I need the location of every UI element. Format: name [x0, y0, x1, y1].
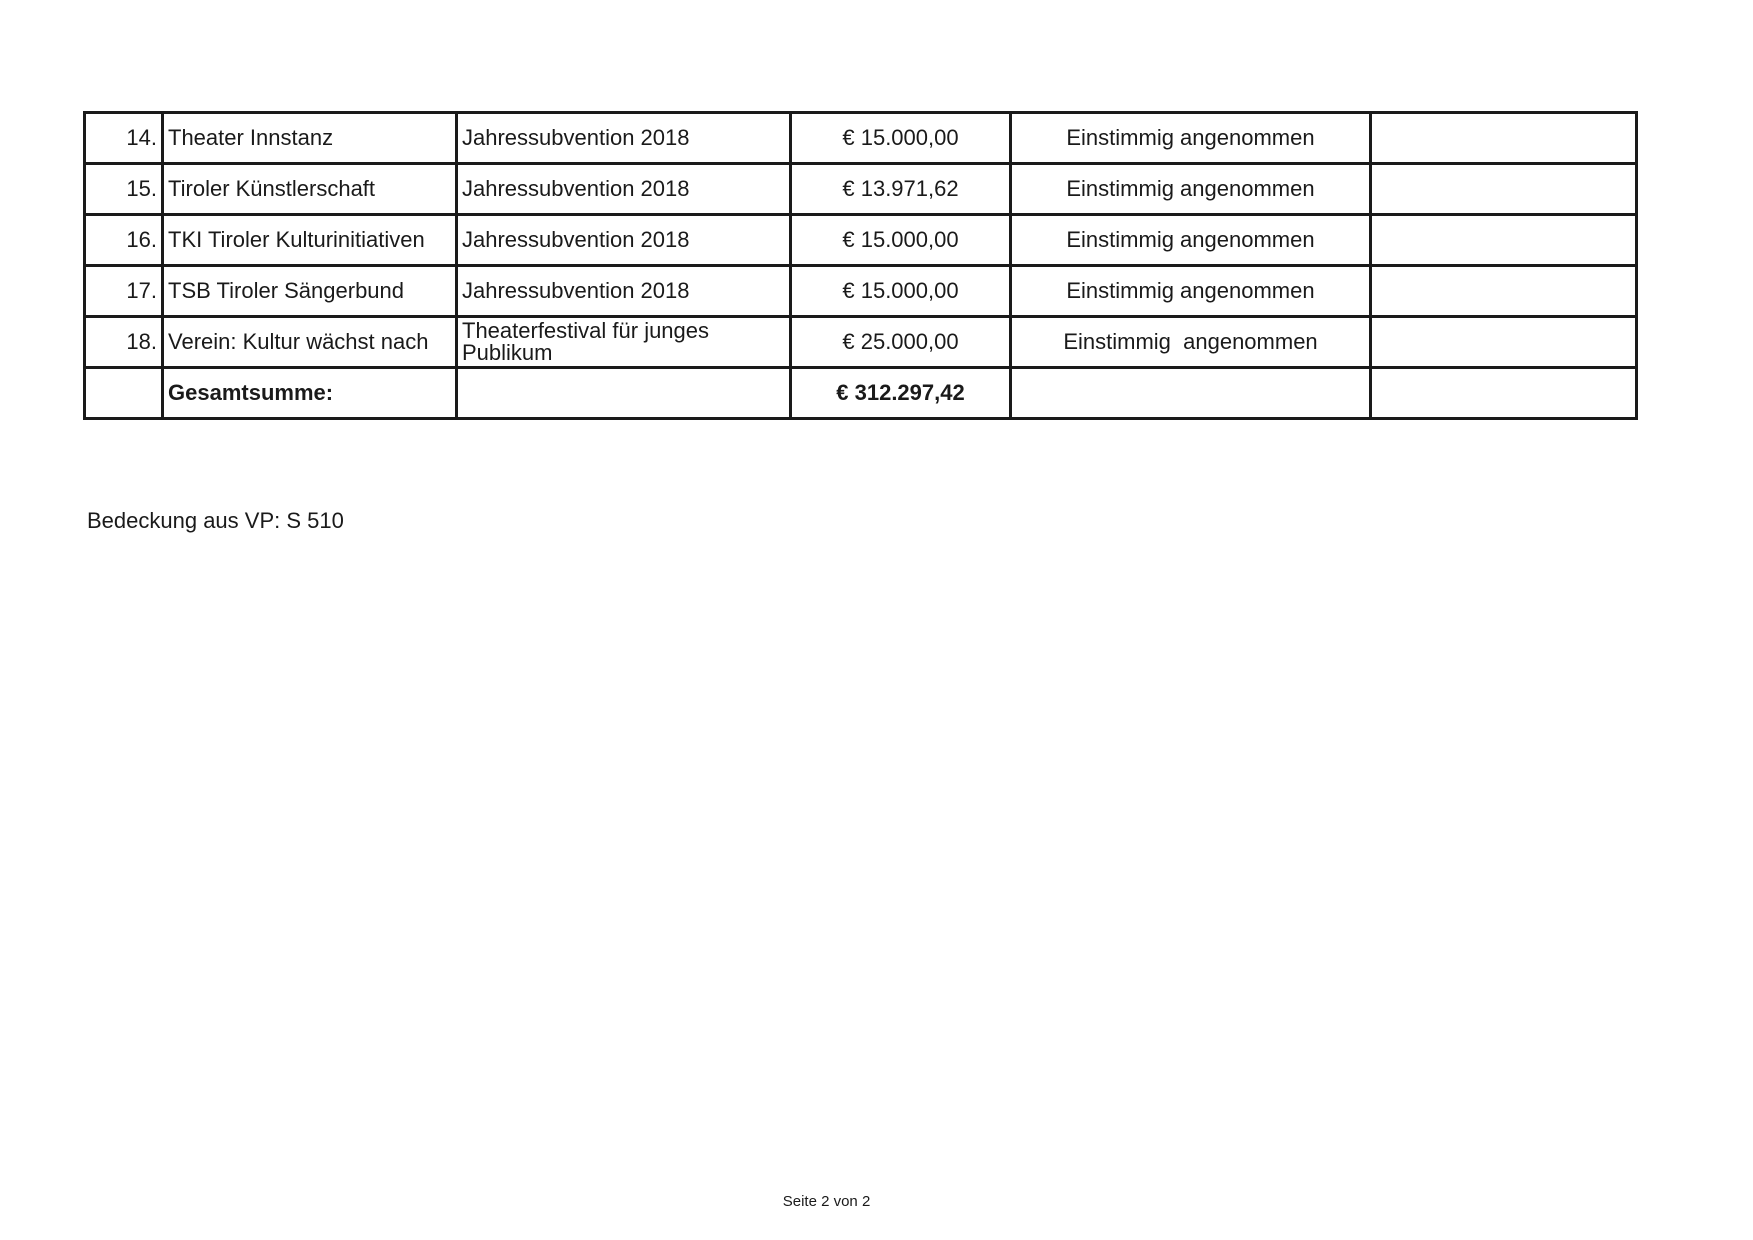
- note-cell: [1371, 266, 1637, 317]
- recipient-cell: Tiroler Künstlerschaft: [163, 164, 457, 215]
- coverage-note: Bedeckung aus VP: S 510: [87, 508, 344, 533]
- total-note-cell: [1371, 368, 1637, 419]
- table-row: [85, 266, 1637, 317]
- page-number: Seite 2 von 2: [782, 1193, 871, 1210]
- row-number: 18.: [85, 317, 163, 368]
- total-amount: € 312.297,42: [791, 368, 1011, 419]
- amount-cell: € 15.000,00: [791, 215, 1011, 266]
- amount-cell: € 15.000,00: [791, 266, 1011, 317]
- result-cell: Einstimmig angenommen: [1011, 215, 1371, 266]
- purpose-cell: Jahressubvention 2018: [457, 266, 791, 317]
- purpose-cell: Jahressubvention 2018: [457, 215, 791, 266]
- note-cell: [1371, 215, 1637, 266]
- table-row: [85, 317, 1637, 368]
- row-number: 15.: [85, 164, 163, 215]
- purpose-cell: Jahressubvention 2018: [457, 113, 791, 164]
- note-cell: [1371, 113, 1637, 164]
- row-number: 17.: [85, 266, 163, 317]
- table-row: [85, 164, 1637, 215]
- amount-cell: € 15.000,00: [791, 113, 1011, 164]
- result-cell: Einstimmig angenommen: [1011, 164, 1371, 215]
- note-cell: [1371, 164, 1637, 215]
- recipient-cell: Theater Innstanz: [163, 113, 457, 164]
- result-cell: Einstimmig angenommen: [1011, 317, 1371, 368]
- amount-cell: € 25.000,00: [791, 317, 1011, 368]
- result-cell: Einstimmig angenommen: [1011, 113, 1371, 164]
- table-row: [85, 215, 1637, 266]
- recipient-cell: TSB Tiroler Sängerbund: [163, 266, 457, 317]
- total-result-cell: [1011, 368, 1371, 419]
- purpose-cell: Theaterfestival für junges Publikum: [457, 317, 791, 368]
- total-label: Gesamtsumme:: [163, 368, 457, 419]
- purpose-cell: Jahressubvention 2018: [457, 164, 791, 215]
- total-number-cell: [85, 368, 163, 419]
- row-number: 14.: [85, 113, 163, 164]
- subsidy-table: [83, 111, 1638, 420]
- table-row: [85, 113, 1637, 164]
- note-cell: [1371, 317, 1637, 368]
- row-number: 16.: [85, 215, 163, 266]
- total-purpose-cell: [457, 368, 791, 419]
- recipient-cell: Verein: Kultur wächst nach: [163, 317, 457, 368]
- recipient-cell: TKI Tiroler Kulturinitiativen: [163, 215, 457, 266]
- result-cell: Einstimmig angenommen: [1011, 266, 1371, 317]
- total-row: [85, 368, 1637, 419]
- amount-cell: € 13.971,62: [791, 164, 1011, 215]
